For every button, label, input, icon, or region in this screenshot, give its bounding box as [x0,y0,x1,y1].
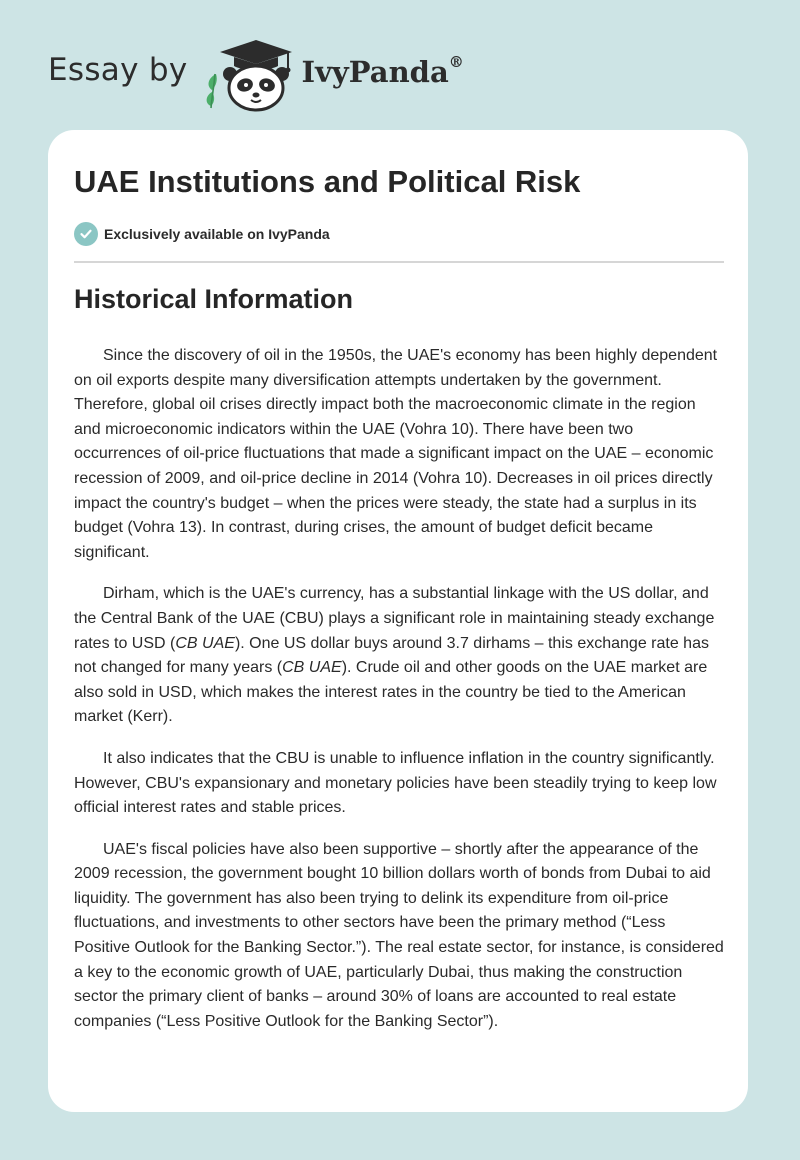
check-circle-icon [74,222,98,246]
divider [74,261,724,263]
essay-by-label: Essay by [48,52,188,88]
paragraph-text: Since the discovery of oil in the 1950s, the UAE's economy has been highly dependent on oil exports despite many diversification attempts undertaken by the government. Therefore, global oil crises directly impact both the macroeconomic climate in the region and microeconomic indicators within the UAE (Vohra 10). There have been two occurrences of oil-price fluctuations that made a significant impact on the UAE – economic recession of 2009, and oil-price decline in 2014 (Vohra 10). Decreases in oil prices directly impact the country's budget – when the prices were steady, the state had a surplus in its budget (Vohra 13). In contrast, during crises, the amount of budget deficit became significant. [74,347,718,561]
site-header [48,34,464,114]
paragraph-text: It also indicates that the CBU is unable to influence inflation in the country significantly. However, CBU's expansionary and monetary policies have been steadily trying to keep low official interest rates and stable prices. [74,749,717,817]
paragraph-text: ). One US dollar buys around 3.7 dirhams – this exchange rate has not changed for many years ( [74,634,709,677]
citation-text: CB UAE [282,659,342,677]
article-body [74,344,724,1051]
citation-text: CB UAE [175,634,235,652]
body-paragraph [74,747,724,821]
page-title: UAE Institutions and Political Risk [74,164,581,199]
body-paragraph [74,582,724,730]
exclusive-badge [74,222,330,246]
exclusive-label: Exclusively available on IvyPanda [104,226,330,242]
panda-logo-icon[interactable] [202,34,298,114]
paragraph-text: ). Crude oil and other goods on the UAE market are also sold in USD, which makes the interest rates in the country be tied to the American market (Kerr). [74,659,708,726]
body-paragraph [74,838,724,1035]
essay-card [48,130,748,1112]
paragraph-text: UAE's fiscal policies have also been supportive – shortly after the appearance of the 2009 recession, the government bought 10 billion dollars worth of bonds from Dubai to aid liquidity. The government has also been trying to delink its expenditure from oil-price fluctuations, and investments to other sectors have been the primary method (“Less Positive Outlook for the Banking Sector.”). The real estate sector, for instance, is considered a key to the economic growth of UAE, particularly Dubai, thus making the construction sector the primary client of banks – around 30% of loans are accounted to real estate companies (“Less Positive Outlook for the Banking Sector”). [74,840,724,1030]
paragraph-text: Dirham, which is the UAE's currency, has a substantial linkage with the US dollar, and the Central Bank of the UAE (CBU) plays a significant role in maintaining steady exchange rates to USD ( [74,585,715,652]
brand-name[interactable]: IvyPanda® [301,53,464,89]
registered-mark: ® [448,53,464,72]
body-paragraph [74,344,724,565]
section-heading: Historical Information [74,284,354,314]
